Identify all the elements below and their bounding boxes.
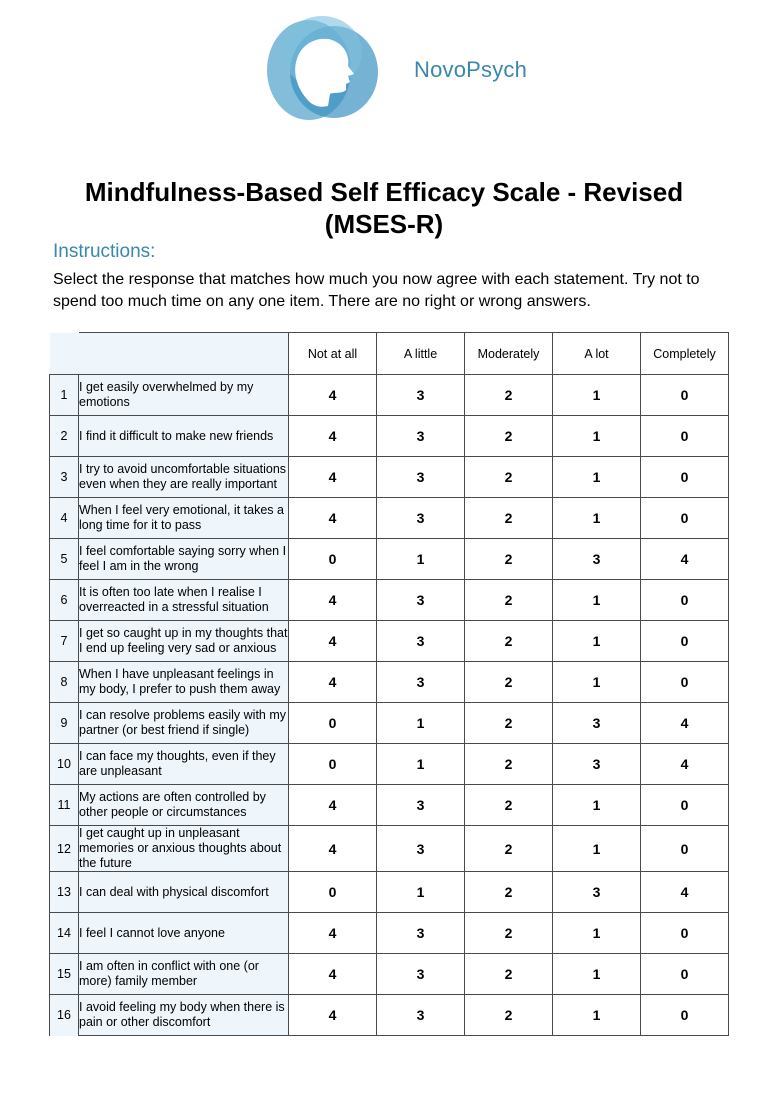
score-cell[interactable]: 3 xyxy=(377,498,465,539)
item-statement: When I feel very emotional, it takes a long time for it to pass xyxy=(79,498,289,539)
score-cell[interactable]: 4 xyxy=(641,872,729,913)
score-cell[interactable]: 3 xyxy=(377,375,465,416)
page-title xyxy=(0,176,768,240)
score-cell[interactable]: 0 xyxy=(641,826,729,872)
score-cell[interactable]: 3 xyxy=(553,744,641,785)
item-number: 10 xyxy=(50,744,79,785)
score-cell[interactable]: 1 xyxy=(553,621,641,662)
score-cell[interactable]: 2 xyxy=(465,913,553,954)
score-cell[interactable]: 3 xyxy=(553,539,641,580)
score-cell[interactable]: 2 xyxy=(465,662,553,703)
score-cell[interactable]: 1 xyxy=(377,539,465,580)
score-cell[interactable]: 3 xyxy=(377,662,465,703)
score-cell[interactable]: 1 xyxy=(377,744,465,785)
score-cell[interactable]: 0 xyxy=(641,416,729,457)
head-profile-logo xyxy=(262,12,382,124)
score-cell[interactable]: 1 xyxy=(553,785,641,826)
score-cell[interactable]: 3 xyxy=(553,703,641,744)
score-cell[interactable]: 0 xyxy=(641,785,729,826)
score-cell[interactable]: 2 xyxy=(465,703,553,744)
score-cell[interactable]: 4 xyxy=(289,785,377,826)
scale-table xyxy=(49,332,729,1036)
instructions-text: Select the response that matches how much you now agree with each statement. Try not to spend too much time on any one item. There are no right or wrong answers. xyxy=(53,271,700,310)
score-cell[interactable]: 4 xyxy=(289,913,377,954)
item-number: 6 xyxy=(50,580,79,621)
score-cell[interactable]: 0 xyxy=(641,913,729,954)
table-row xyxy=(50,872,729,913)
item-number: 13 xyxy=(50,872,79,913)
score-cell[interactable]: 1 xyxy=(553,457,641,498)
score-cell[interactable]: 3 xyxy=(377,954,465,995)
score-cell[interactable]: 4 xyxy=(289,375,377,416)
score-cell[interactable]: 0 xyxy=(641,621,729,662)
score-cell[interactable]: 4 xyxy=(289,995,377,1036)
instructions-heading: Instructions: xyxy=(53,241,156,262)
item-statement: My actions are often controlled by other people or circumstances xyxy=(79,785,289,826)
item-statement: I am often in conflict with one (or more) family member xyxy=(79,954,289,995)
score-cell[interactable]: 2 xyxy=(465,416,553,457)
item-number: 3 xyxy=(50,457,79,498)
table-row xyxy=(50,954,729,995)
score-cell[interactable]: 2 xyxy=(465,580,553,621)
score-cell[interactable]: 4 xyxy=(641,539,729,580)
score-cell[interactable]: 1 xyxy=(377,703,465,744)
table-row xyxy=(50,785,729,826)
item-statement: I get caught up in unpleasant memories or anxious thoughts about the future xyxy=(79,826,289,872)
item-statement: I can face my thoughts, even if they are unpleasant xyxy=(79,744,289,785)
score-cell[interactable]: 1 xyxy=(553,826,641,872)
score-cell[interactable]: 2 xyxy=(465,375,553,416)
table-row xyxy=(50,621,729,662)
score-cell[interactable]: 4 xyxy=(289,954,377,995)
item-number: 4 xyxy=(50,498,79,539)
score-cell[interactable]: 4 xyxy=(289,416,377,457)
score-cell[interactable]: 0 xyxy=(289,539,377,580)
score-cell[interactable]: 4 xyxy=(289,498,377,539)
item-statement: I avoid feeling my body when there is pain or other discomfort xyxy=(79,995,289,1036)
score-cell[interactable]: 2 xyxy=(465,744,553,785)
title-line-2: (MSES-R) xyxy=(324,209,444,239)
score-cell[interactable]: 3 xyxy=(553,872,641,913)
item-statement: It is often too late when I realise I overreacted in a stressful situation xyxy=(79,580,289,621)
score-cell[interactable]: 4 xyxy=(289,457,377,498)
score-cell[interactable]: 3 xyxy=(377,826,465,872)
score-cell[interactable]: 2 xyxy=(465,621,553,662)
header-blank-statement xyxy=(79,333,289,375)
item-statement: I get easily overwhelmed by my emotions xyxy=(79,375,289,416)
score-cell[interactable]: 1 xyxy=(553,913,641,954)
score-cell[interactable]: 0 xyxy=(641,580,729,621)
score-cell[interactable]: 0 xyxy=(641,375,729,416)
item-number: 15 xyxy=(50,954,79,995)
score-cell[interactable]: 3 xyxy=(377,995,465,1036)
item-statement: I feel comfortable saying sorry when I feel I am in the wrong xyxy=(79,539,289,580)
score-cell[interactable]: 3 xyxy=(377,621,465,662)
table-row xyxy=(50,416,729,457)
item-number: 7 xyxy=(50,621,79,662)
table-row xyxy=(50,539,729,580)
item-number: 9 xyxy=(50,703,79,744)
table-row xyxy=(50,826,729,872)
brand-name: NovoPsych xyxy=(414,57,528,82)
item-number: 8 xyxy=(50,662,79,703)
item-number: 14 xyxy=(50,913,79,954)
table-row xyxy=(50,995,729,1036)
score-cell[interactable]: 1 xyxy=(553,580,641,621)
score-cell[interactable]: 0 xyxy=(641,995,729,1036)
score-cell[interactable]: 2 xyxy=(465,872,553,913)
table-row xyxy=(50,662,729,703)
score-cell[interactable]: 0 xyxy=(289,872,377,913)
column-header: A lot xyxy=(553,333,641,375)
item-number: 16 xyxy=(50,995,79,1036)
column-header: A little xyxy=(377,333,465,375)
score-cell[interactable]: 3 xyxy=(377,457,465,498)
header-row xyxy=(50,333,729,375)
score-cell[interactable]: 2 xyxy=(465,954,553,995)
score-cell[interactable]: 3 xyxy=(377,580,465,621)
table-row xyxy=(50,913,729,954)
score-cell[interactable]: 2 xyxy=(465,539,553,580)
header-blank-number xyxy=(50,333,79,375)
score-cell[interactable]: 4 xyxy=(289,826,377,872)
table-row xyxy=(50,457,729,498)
item-number: 12 xyxy=(50,826,79,872)
score-cell[interactable]: 0 xyxy=(641,662,729,703)
score-cell[interactable]: 1 xyxy=(377,872,465,913)
score-cell[interactable]: 4 xyxy=(641,703,729,744)
table-row xyxy=(50,580,729,621)
item-statement: When I have unpleasant feelings in my body, I prefer to push them away xyxy=(79,662,289,703)
score-cell[interactable]: 3 xyxy=(377,913,465,954)
column-header: Not at all xyxy=(289,333,377,375)
score-cell[interactable]: 0 xyxy=(289,744,377,785)
score-cell[interactable]: 0 xyxy=(289,703,377,744)
score-cell[interactable]: 4 xyxy=(289,662,377,703)
score-cell[interactable]: 3 xyxy=(377,785,465,826)
score-cell[interactable]: 4 xyxy=(641,744,729,785)
score-cell[interactable]: 1 xyxy=(553,375,641,416)
column-header: Completely xyxy=(641,333,729,375)
item-statement: I find it difficult to make new friends xyxy=(79,416,289,457)
score-cell[interactable]: 3 xyxy=(377,416,465,457)
score-cell[interactable]: 2 xyxy=(465,498,553,539)
score-cell[interactable]: 1 xyxy=(553,416,641,457)
table-row xyxy=(50,744,729,785)
item-number: 11 xyxy=(50,785,79,826)
column-header: Moderately xyxy=(465,333,553,375)
score-cell[interactable]: 2 xyxy=(465,457,553,498)
table-row xyxy=(50,703,729,744)
score-cell[interactable]: 0 xyxy=(641,457,729,498)
item-statement: I try to avoid uncomfortable situations even when they are really important xyxy=(79,457,289,498)
item-statement: I get so caught up in my thoughts that I end up feeling very sad or anxious xyxy=(79,621,289,662)
table-row xyxy=(50,498,729,539)
item-number: 1 xyxy=(50,375,79,416)
score-cell[interactable]: 4 xyxy=(289,621,377,662)
title-line-1: Mindfulness-Based Self Efficacy Scale - Revised xyxy=(84,177,684,207)
item-number: 5 xyxy=(50,539,79,580)
score-cell[interactable]: 2 xyxy=(465,995,553,1036)
item-statement: I can deal with physical discomfort xyxy=(79,872,289,913)
item-number: 2 xyxy=(50,416,79,457)
item-statement: I feel I cannot love anyone xyxy=(79,913,289,954)
score-cell[interactable]: 4 xyxy=(289,580,377,621)
item-statement: I can resolve problems easily with my partner (or best friend if single) xyxy=(79,703,289,744)
score-cell[interactable]: 2 xyxy=(465,826,553,872)
score-cell[interactable]: 1 xyxy=(553,995,641,1036)
score-cell[interactable]: 2 xyxy=(465,785,553,826)
score-cell[interactable]: 1 xyxy=(553,954,641,995)
table-row xyxy=(50,375,729,416)
score-cell[interactable]: 1 xyxy=(553,662,641,703)
score-cell[interactable]: 0 xyxy=(641,498,729,539)
score-cell[interactable]: 1 xyxy=(553,498,641,539)
score-cell[interactable]: 0 xyxy=(641,954,729,995)
